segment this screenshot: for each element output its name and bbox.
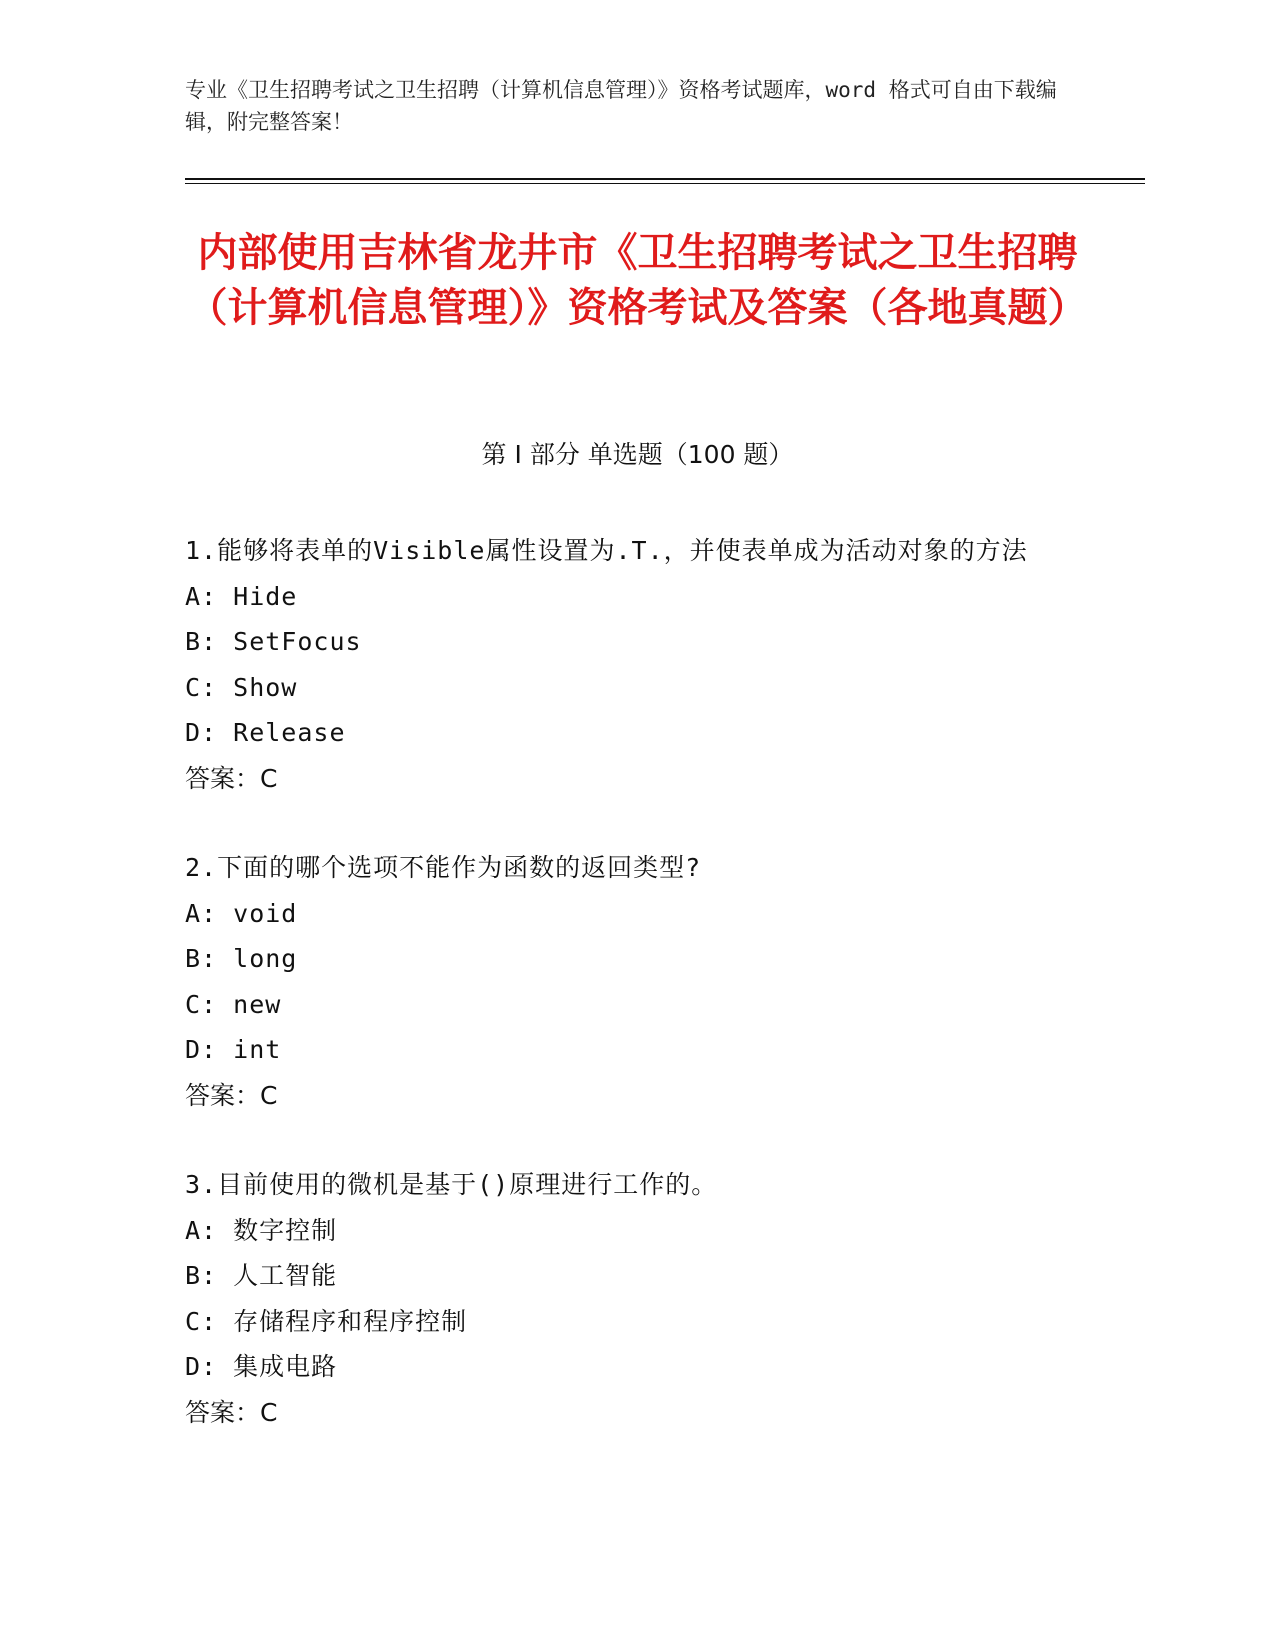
answer-text: 答案：C (185, 1397, 278, 1427)
document-title: 内部使用吉林省龙井市《卫生招聘考试之卫生招聘（计算机信息管理）》资格考试及答案（各地真题） (187, 230, 1088, 331)
question-list (185, 528, 1090, 1479)
header-divider-thin (185, 183, 1145, 184)
option-b: B: 人工智能 (185, 1261, 338, 1290)
option-a: A: void (185, 898, 298, 928)
option-c: C: Show (185, 672, 298, 702)
question-text: 2.下面的哪个选项不能作为函数的返回类型? (185, 853, 702, 882)
question-1 (185, 528, 1090, 801)
answer-text: 答案：C (185, 763, 278, 793)
option-c: C: new (185, 989, 282, 1019)
section-title: 第 I 部分 单选题（100 题） (481, 440, 794, 469)
question-text: 1.能够将表单的Visible属性设置为.T.，并使表单成为活动对象的方法 (185, 536, 1028, 565)
option-d: D: 集成电路 (185, 1352, 338, 1381)
option-c: C: 存储程序和程序控制 (185, 1306, 468, 1336)
option-a: A: 数字控制 (185, 1215, 338, 1245)
option-b: B: long (185, 944, 298, 973)
question-2 (185, 845, 1090, 1118)
header-note: 专业《卫生招聘考试之卫生招聘（计算机信息管理）》资格考试题库，word 格式可自由下载编辑，附完整答案！ (185, 78, 1057, 134)
option-a: A: Hide (185, 581, 298, 611)
question-text: 3.目前使用的微机是基于()原理进行工作的。 (185, 1170, 718, 1199)
question-3 (185, 1162, 1090, 1435)
header-divider-thick (185, 178, 1145, 180)
answer-text: 答案：C (185, 1080, 278, 1110)
option-d: D: int (185, 1035, 282, 1064)
option-b: B: SetFocus (185, 627, 362, 656)
option-d: D: Release (185, 718, 346, 747)
